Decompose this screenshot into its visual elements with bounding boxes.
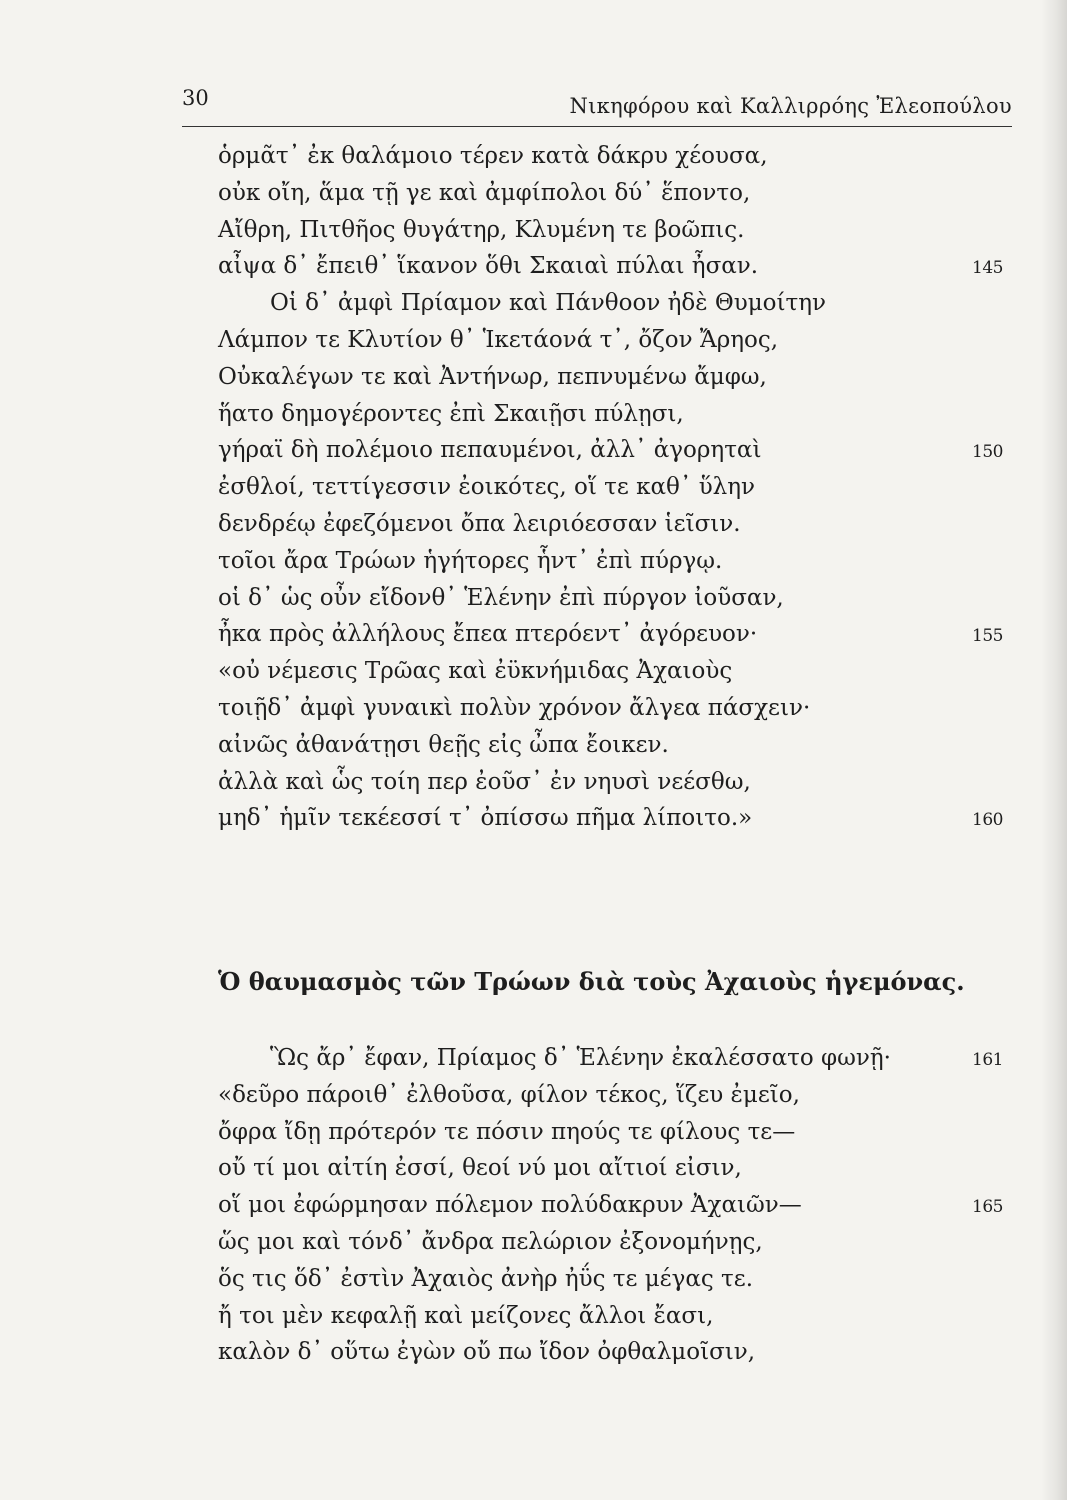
verse-line <box>218 359 1018 396</box>
verse-text: καλὸν δ᾽ οὕτω ἐγὼν οὔ πω ἴδον ὀφθαλμοῖσιν, <box>218 1339 756 1366</box>
verse-line <box>218 506 1018 543</box>
verse-line <box>218 1334 1018 1371</box>
verse-line <box>218 690 1018 727</box>
verse-text: γήραϊ δὴ πολέμοιο πεπαυμένοι, ἀλλ᾽ ἀγορηταὶ <box>218 437 762 464</box>
verse-text: οἱ δ᾽ ὡς οὖν εἴδονθ᾽ Ἑλένην ἐπὶ πύργον ἰοῦσαν, <box>218 584 784 611</box>
verse-line <box>218 1187 1018 1224</box>
verse-line <box>218 543 1018 580</box>
verse-line <box>218 432 1018 469</box>
header-rule <box>182 126 1012 127</box>
verse-line <box>218 800 1018 837</box>
verse-line <box>218 322 1018 359</box>
verse-line <box>218 764 1018 801</box>
section-heading: Ὁ θαυμασμὸς τῶν Τρώων διὰ τοὺς Ἀχαιοὺς ἡγεμόνας. <box>218 967 965 996</box>
verse-text: ἤ τοι μὲν κεφαλῇ καὶ μείζονες ἄλλοι ἔασι, <box>218 1302 714 1329</box>
verse-line <box>218 727 1018 764</box>
verse-text: οἵ μοι ἐφώρμησαν πόλεμον πολύδακρυν Ἀχαιῶν— <box>218 1192 802 1219</box>
verse-text: ὁρμᾶτ᾽ ἐκ θαλάμοιο τέρεν κατὰ δάκρυ χέουσα, <box>218 143 768 169</box>
verse-text: οὐκ οἴη, ἅμα τῇ γε καὶ ἀμφίπολοι δύ᾽ ἕποντο, <box>218 179 751 206</box>
verse-text: μηδ᾽ ἡμῖν τεκέεσσί τ᾽ ὀπίσσω πῆμα λίποιτο.» <box>218 805 753 832</box>
verse-line <box>218 1040 1018 1077</box>
verse-line <box>218 248 1018 285</box>
verse-line <box>218 396 1018 433</box>
verse-line <box>218 469 1018 506</box>
binding-shadow <box>1041 0 1067 1500</box>
line-number: 145 <box>972 258 1003 279</box>
verse-text: αἶψα δ᾽ ἔπειθ᾽ ἵκανον ὅθι Σκαιαὶ πύλαι ἦσαν. <box>218 253 759 280</box>
verse-text: Οἱ δ᾽ ἀμφὶ Πρίαμον καὶ Πάνθοον ἠδὲ Θυμοίτην <box>270 290 827 317</box>
verse-line <box>218 1298 1018 1335</box>
verse-line <box>218 580 1018 617</box>
verse-text: αἰνῶς ἀθανάτῃσι θεῇς εἰς ὦπα ἔοικεν. <box>218 731 669 758</box>
verse-line <box>218 616 1018 653</box>
page-header <box>182 86 1012 120</box>
line-number: 160 <box>972 810 1003 831</box>
verse-line <box>218 212 1018 249</box>
line-number: 150 <box>972 442 1003 463</box>
running-head: Νικηφόρου καὶ Καλλιρρόης Ἐλεοπούλου <box>569 94 1012 118</box>
verse-text: οὔ τί μοι αἰτίη ἐσσί, θεοί νύ μοι αἴτιοί εἰσιν, <box>218 1155 742 1182</box>
verse-text: «οὐ νέμεσις Τρῶας καὶ ἐϋκνήμιδας Ἀχαιοὺς <box>218 658 733 685</box>
verse-line <box>218 285 1018 322</box>
verse-line <box>218 1150 1018 1187</box>
verse-text: ἦκα πρὸς ἀλλήλους ἔπεα πτερόεντ᾽ ἀγόρευον· <box>218 621 758 648</box>
verse-text: «δεῦρο πάροιθ᾽ ἐλθοῦσα, φίλον τέκος, ἵζευ ἐμεῖο, <box>218 1081 800 1108</box>
verse-text: ὅς τις ὅδ᾽ ἐστὶν Ἀχαιὸς ἀνὴρ ἠΰς τε μέγας τε. <box>218 1265 754 1292</box>
verse-text: Ὣς ἄρ᾽ ἔφαν, Πρίαμος δ᾽ Ἑλένην ἐκαλέσσατο φωνῇ· <box>270 1045 891 1071</box>
verse-line <box>218 1077 1018 1114</box>
verse-text: Οὐκαλέγων τε καὶ Ἀντήνωρ, πεπνυμένω ἄμφω, <box>218 363 767 390</box>
page-number: 30 <box>182 86 209 110</box>
verse-line <box>218 1261 1018 1298</box>
line-number: 161 <box>972 1050 1003 1070</box>
verse-text: ὄφρα ἴδῃ πρότερόν τε πόσιν πηούς τε φίλους τε— <box>218 1118 796 1145</box>
verse-line <box>218 653 1018 690</box>
verse-text: ἐσθλοί, τεττίγεσσιν ἐοικότες, οἵ τε καθ᾽ ὕλην <box>218 474 756 501</box>
verse-text: τοιῇδ᾽ ἀμφὶ γυναικὶ πολὺν χρόνον ἄλγεα πάσχειν· <box>218 694 811 721</box>
verse-text: τοῖοι ἄρα Τρώων ἡγήτορες ἧντ᾽ ἐπὶ πύργῳ. <box>218 547 723 574</box>
verse-text: ἥατο δημογέροντες ἐπὶ Σκαιῇσι πύλῃσι, <box>218 400 684 427</box>
verse-line <box>218 1114 1018 1151</box>
verse-text: Αἴθρη, Πιτθῆος θυγάτηρ, Κλυμένη τε βοῶπις. <box>218 216 745 243</box>
verse-text: Λάμπον τε Κλυτίον θ᾽ Ἱκετάονά τ᾽, ὄζον Ἄρηος, <box>218 326 779 353</box>
verse-text: δενδρέῳ ἐφεζόμενοι ὄπα λειριόεσσαν ἱεῖσιν. <box>218 510 741 537</box>
verse-text: ὥς μοι καὶ τόνδ᾽ ἄνδρα πελώριον ἐξονομήνῃς, <box>218 1228 763 1255</box>
verse-line <box>218 1224 1018 1261</box>
verse-block-lower <box>218 1040 1018 1371</box>
line-number: 155 <box>972 626 1003 647</box>
verse-line <box>218 138 1018 175</box>
verse-text: ἀλλὰ καὶ ὧς τοίη περ ἐοῦσ᾽ ἐν νηυσὶ νεέσθω, <box>218 768 751 795</box>
line-number: 165 <box>972 1197 1003 1218</box>
verse-block-upper <box>218 138 1018 837</box>
verse-line <box>218 175 1018 212</box>
